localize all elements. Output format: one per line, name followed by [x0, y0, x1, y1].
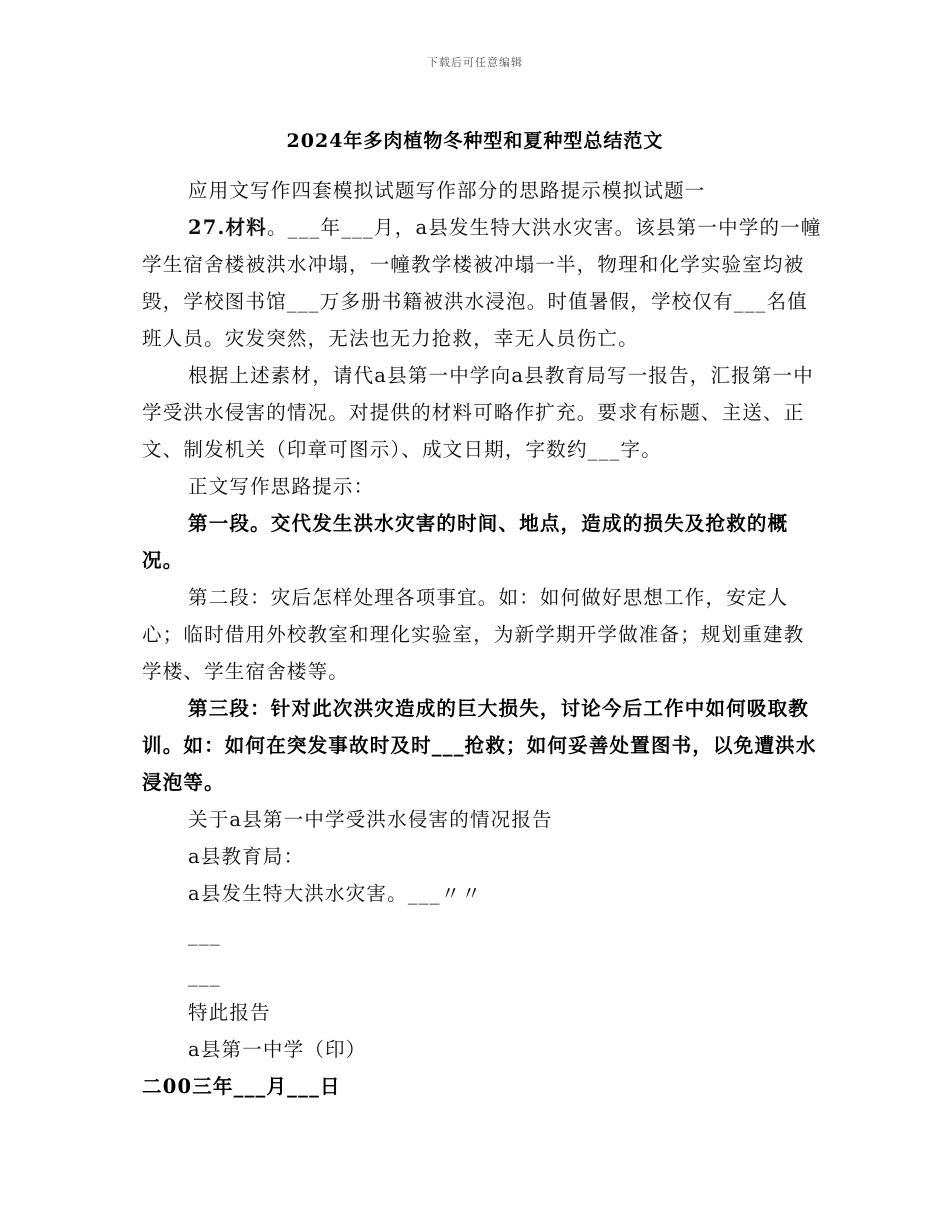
page-header-note: 下载后可任意编辑	[427, 56, 523, 69]
report-addressee: a县教育局：	[188, 845, 305, 868]
material-paragraph-text: 27.材料。___年___月，a县发生特大洪水灾害。该县第一中学的一幢学生宿舍楼被洪水冲塌，一幢教学楼被冲塌一半，物理和化学实验室均被毁，学校图书馆___万多册书籍被洪水浸泡。时值暑假，学校仅有___名值班人员。灾发突然，无法也无力抢救，幸无人员伤亡。	[142, 216, 822, 350]
report-blank-line: ___	[188, 923, 221, 946]
report-blank-line: ___	[188, 964, 221, 987]
material-paragraph	[142, 209, 822, 357]
document-body	[142, 172, 822, 1105]
intro-paragraph: 应用文写作四套模拟试题写作部分的思路提示模拟试题一	[188, 179, 706, 202]
report-date: 二00三年___月___日	[142, 1075, 341, 1098]
hint-heading: 正文写作思路提示：	[188, 475, 375, 498]
paragraph-three-hint: 第三段：针对此次洪灾造成的巨大损失，讨论今后工作中如何吸取教训。如：如何在突发事故时及时___抢救；如何妥善处置图书，以免遭洪水浸泡等。	[142, 697, 817, 794]
task-paragraph: 根据上述素材，请代a县第一中学向a县教育局写一报告，汇报第一中学受洪水侵害的情况。对提供的材料可略作扩充。要求有标题、主送、正文、制发机关（印章可图示）、成文日期，字数约___字。	[142, 364, 814, 461]
paragraph-two-hint: 第二段：灾后怎样处理各项事宜。如：如何做好思想工作，安定人心；临时借用外校教室和理化实验室，为新学期开学做准备；规划重建教学楼、学生宿舍楼等。	[142, 586, 805, 683]
report-title: 关于a县第一中学受洪水侵害的情况报告	[188, 808, 553, 831]
material-label: 27.材料	[188, 216, 267, 239]
paragraph-one-hint: 第一段。交代发生洪水灾害的时间、地点，造成的损失及抢救的概况。	[142, 512, 789, 572]
report-closing: 特此报告	[188, 1001, 271, 1024]
report-body-opening: a县发生特大洪水灾害。___〃〃	[188, 882, 483, 905]
report-issuer: a县第一中学（印）	[188, 1038, 367, 1061]
document-title: 2024年多肉植物冬种型和夏种型总结范文	[286, 130, 664, 152]
